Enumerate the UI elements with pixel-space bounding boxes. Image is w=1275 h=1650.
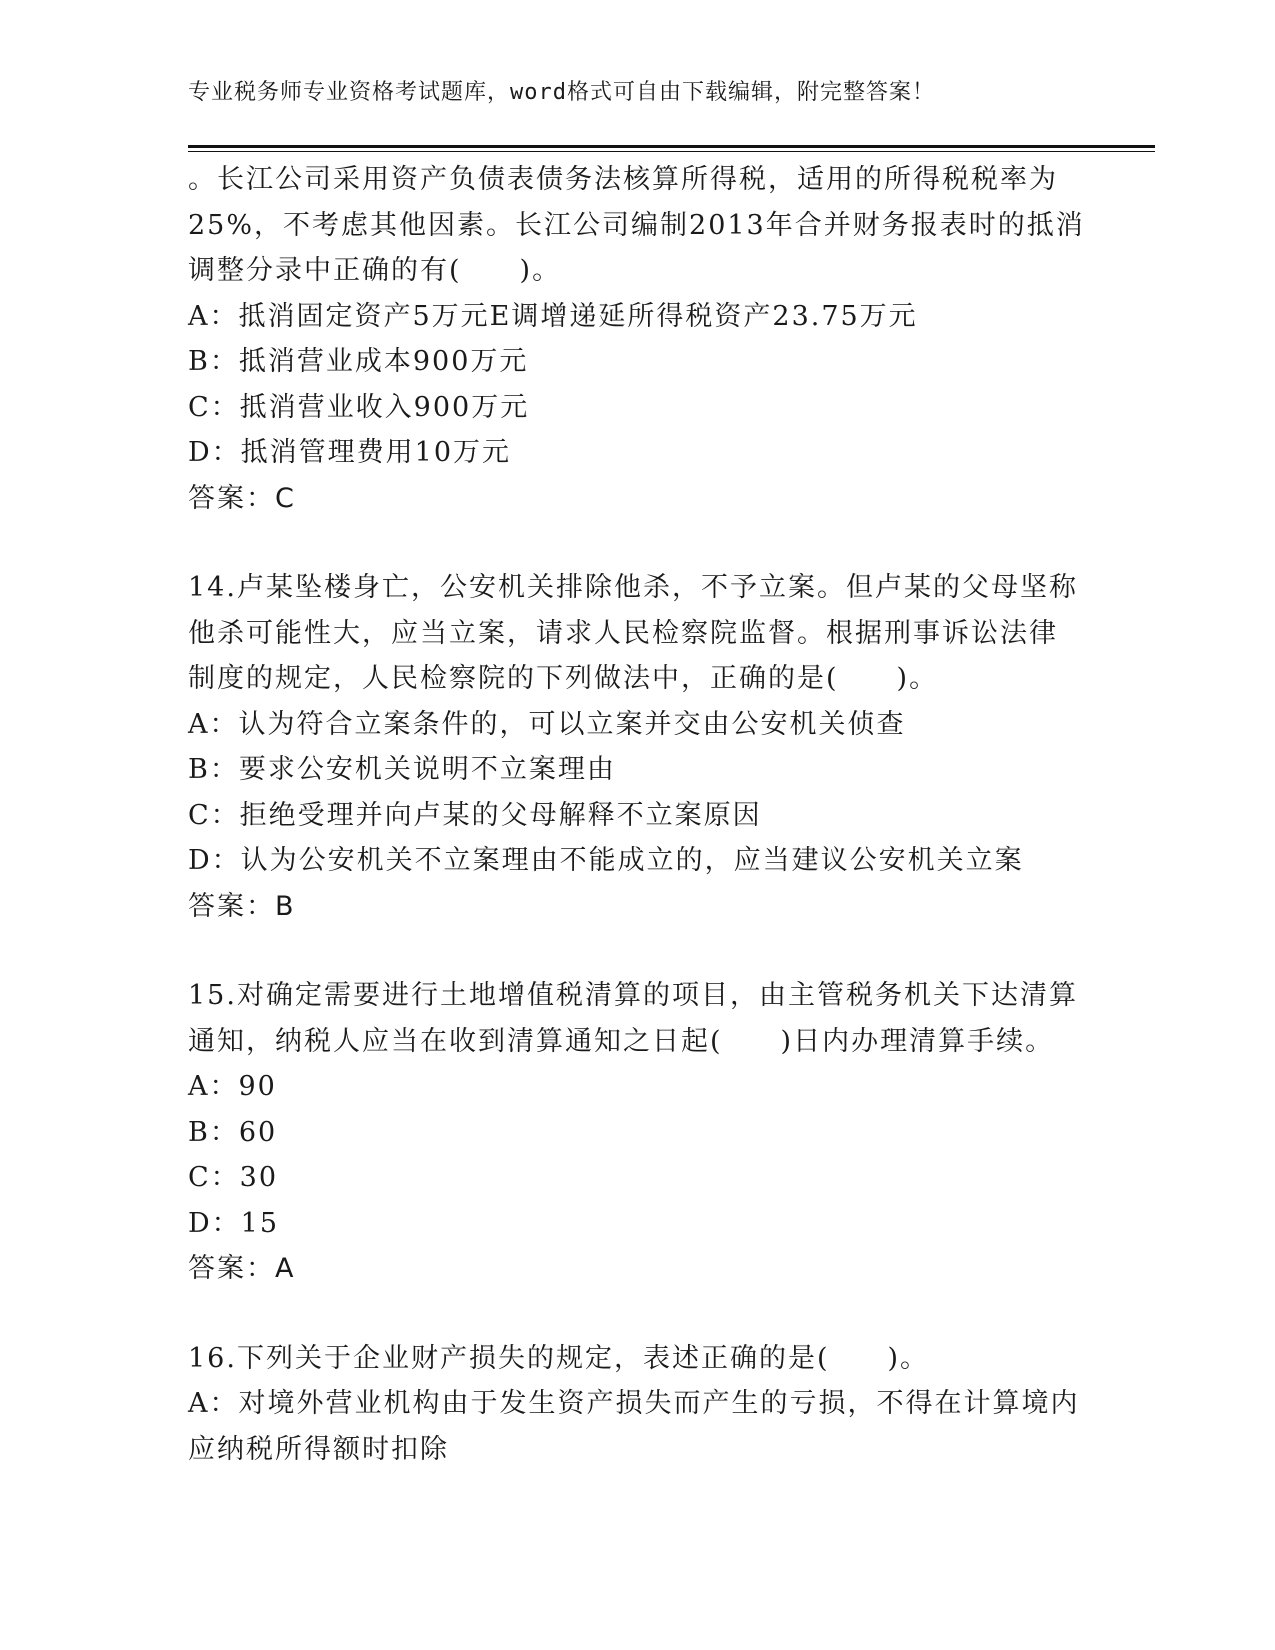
answer: 答案：A [188, 1253, 296, 1284]
header-rule-thick [188, 145, 1155, 148]
question-stem-line: 15.对确定需要进行土地增值税清算的项目，由主管税务机关下达清算 [188, 980, 1078, 1011]
option-c: C：30 [188, 1162, 279, 1193]
question-stem-line: 16.下列关于企业财产损失的规定，表述正确的是( )。 [188, 1342, 930, 1374]
question-spacer [188, 521, 1088, 565]
option-a: A：对境外营业机构由于发生资产损失而产生的亏损，不得在计算境内 [188, 1388, 1080, 1419]
question-stem-line: 调整分录中正确的有( )。 [188, 255, 562, 286]
option-b: B：要求公安机关说明不立案理由 [188, 754, 616, 785]
option-a: A：90 [188, 1071, 277, 1102]
question-15 [188, 973, 1088, 1292]
option-d: D：认为公安机关不立案理由不能成立的，应当建议公安机关立案 [188, 845, 1024, 876]
option-c: C：抵消营业收入900万元 [188, 391, 530, 423]
question-16 [188, 1336, 1088, 1473]
option-b: B：抵消营业成本900万元 [188, 346, 529, 377]
option-c: C：拒绝受理并向卢某的父母解释不立案原因 [188, 799, 762, 831]
page-header: 专业税务师专业资格考试题库，word格式可自由下载编辑，附完整答案！ [188, 80, 935, 105]
question-13 [188, 157, 1088, 521]
question-stem-line: 25%，不考虑其他因素。长江公司编制2013年合并财务报表时的抵消 [188, 209, 1085, 241]
question-stem-line: 通知，纳税人应当在收到清算通知之日起( )日内办理清算手续。 [188, 1025, 1055, 1057]
question-stem-line: 。长江公司采用资产负债表债务法核算所得税，适用的所得税税率为 [188, 164, 1058, 195]
question-stem-line: 他杀可能性大，应当立案，请求人民检察院监督。根据刑事诉讼法律 [188, 617, 1058, 649]
question-spacer [188, 929, 1088, 973]
option-a: A：认为符合立案条件的，可以立案并交由公安机关侦查 [188, 708, 906, 740]
question-stem-line: 14.卢某坠楼身亡，公安机关排除他杀，不予立案。但卢某的父母坚称 [188, 572, 1078, 603]
answer: 答案：C [188, 482, 296, 514]
header-rule-thin [188, 151, 1155, 152]
question-spacer [188, 1292, 1088, 1336]
option-b: B：60 [188, 1116, 278, 1148]
option-a-continued: 应纳税所得额时扣除 [188, 1433, 449, 1465]
question-14 [188, 565, 1088, 929]
question-stem-line: 制度的规定，人民检察院的下列做法中，正确的是( )。 [188, 663, 939, 694]
answer: 答案：B [188, 890, 296, 922]
option-d: D：抵消管理费用10万元 [188, 437, 512, 468]
option-a: A：抵消固定资产5万元E调增递延所得税资产23.75万元 [188, 300, 918, 332]
document-body [188, 157, 1088, 1472]
option-d: D：15 [188, 1207, 280, 1239]
